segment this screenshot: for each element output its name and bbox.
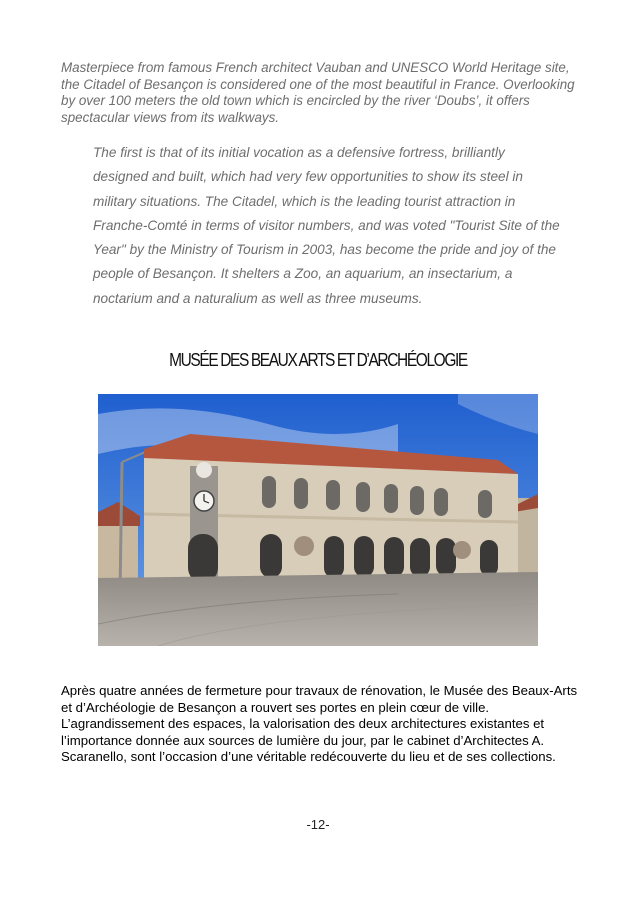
intro-paragraph: Masterpiece from famous French architect Vauban and UNESCO World Heritage site, the Citadel of Besançon is considered one of the most beautiful in France. Overlooking by over 100 meters the old town which is encircled by the river ‘Doubs’, it offers spectacular views from its walkways. [61, 60, 575, 125]
museum-photo [98, 394, 538, 646]
page-number: -12- [306, 817, 330, 832]
museum-heading: MUSÉE DES BEAUX ARTS ET D’ARCHÉOLOGIE [169, 350, 467, 370]
photo-plaza [98, 572, 538, 646]
citadel-paragraph: The first is that of its initial vocation as a defensive fortress, brilliantly designed and built, which had very few opportunities to show its steel in military situations. The Citadel, which is the leading tourist attraction in Franche-Comté in terms of visitor numbers, and was voted "Tourist Site of the Year" by the Ministry of Tourism in 2003, has become the pride and joy of the people of Besançon. It shelters a Zoo, an aquarium, an insectarium, a noctarium and a naturalium as well as three museums. [93, 145, 560, 306]
museum-paragraph: Après quatre années de fermeture pour travaux de rénovation, le Musée des Beaux-Arts et d’Archéologie de Besançon a rouvert ses portes en plein cœur de ville. L’agrandissement des espaces, la valorisation des deux architectures existantes et l’importance donnée aux sources de lumière du jour, par le cabinet d’Architectes A. Scaranello, sont l’occasion d’une véritable redécouverte du lieu et de ses collections. [61, 683, 578, 765]
